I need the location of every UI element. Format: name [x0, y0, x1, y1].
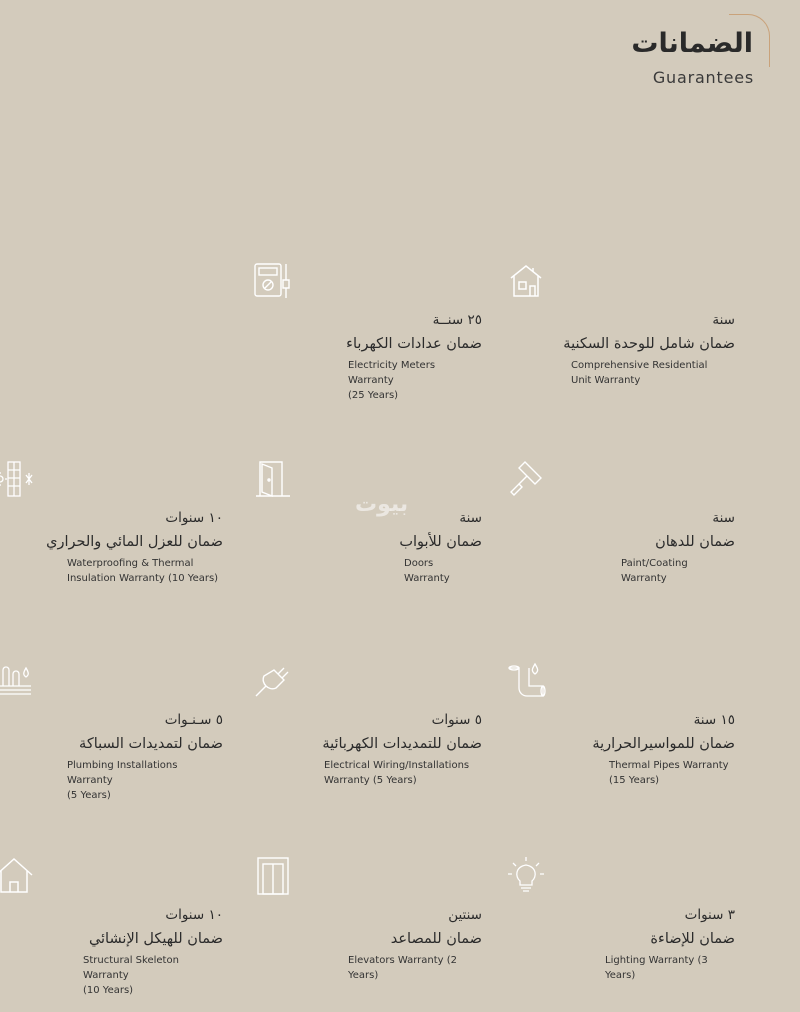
pipes-icon	[505, 660, 735, 702]
warranty-period: سنة	[459, 510, 482, 526]
watermark-logo: بيوت	[355, 492, 409, 517]
warranty-card-insulation	[0, 458, 223, 586]
warranty-card-paint	[505, 458, 735, 586]
warranty-card-elevators	[252, 855, 482, 983]
plug-icon	[252, 660, 482, 702]
house-icon	[505, 260, 735, 302]
warranty-name-english: Electricity Meters Warranty (25 Years)	[348, 360, 436, 401]
warranty-name-arabic: ضمان للعزل المائي والحراري	[46, 534, 223, 550]
warranty-name-arabic: ضمان للإضاءة	[650, 931, 735, 947]
bulb-icon	[505, 855, 735, 897]
warranty-period: ٢٥ سنــة	[432, 312, 482, 328]
warranty-period: سنتين	[448, 907, 482, 923]
warranty-card-electricity-meters	[252, 260, 482, 403]
page-title-arabic: الضمانات	[631, 28, 753, 59]
warranty-name-arabic: ضمان عدادات الكهرباء	[346, 336, 482, 352]
warranty-name-arabic: ضمان شامل للوحدة السكنية	[563, 336, 735, 352]
warranty-name-english: Structural Skeleton Warranty (10 Years)	[83, 955, 179, 996]
warranty-name-arabic: ضمان للمصاعد	[390, 931, 482, 947]
page-title-english: Guarantees	[652, 68, 754, 87]
warranty-card-thermal-pipes	[505, 660, 735, 788]
structure-icon	[0, 855, 223, 897]
warranty-name-arabic: ضمان للدهان	[655, 534, 735, 550]
warranty-card-electrical-wiring	[252, 660, 482, 788]
warranty-name-english: Waterproofing & Thermal Insulation Warranty (10 Years)	[67, 558, 219, 584]
warranty-name-arabic: ضمان للتمديدات الكهربائية	[322, 736, 482, 752]
warranty-period: سنة	[712, 312, 735, 328]
warranty-period: ١٠ سنوات	[165, 907, 223, 923]
plumbing-icon	[0, 660, 223, 702]
warranty-card-structure	[0, 855, 223, 998]
paint-roller-icon	[505, 458, 735, 500]
warranty-period: سنة	[712, 510, 735, 526]
warranty-name-english: Lighting Warranty (3 Years)	[605, 955, 708, 981]
meter-icon	[252, 260, 482, 302]
insulation-icon	[0, 458, 223, 500]
warranty-period: ١٥ سنة	[693, 712, 735, 728]
elevator-icon	[252, 855, 482, 897]
warranty-name-english: Plumbing Installations Warranty (5 Years)	[67, 760, 178, 801]
warranty-period: ٣ سنوات	[684, 907, 735, 923]
warranty-name-arabic: ضمان للأبواب	[399, 534, 482, 550]
warranty-name-english: Elevators Warranty (2 Years)	[348, 955, 458, 981]
warranty-period: ١٠ سنوات	[165, 510, 223, 526]
warranty-period: ٥ سـنـوات	[164, 712, 223, 728]
warranty-name-english: Thermal Pipes Warranty (15 Years)	[609, 760, 729, 786]
door-icon	[252, 458, 482, 500]
warranty-card-plumbing	[0, 660, 223, 803]
warranty-name-arabic: ضمان لتمديدات السباكة	[79, 736, 223, 752]
warranty-card-residential-unit	[505, 260, 735, 388]
warranty-name-english: Comprehensive Residential Unit Warranty	[571, 360, 708, 386]
warranty-period: ٥ سنوات	[431, 712, 482, 728]
warranty-name-arabic: ضمان للمواسيرالحرارية	[592, 736, 735, 752]
warranty-name-arabic: ضمان للهيكل الإنشائي	[88, 931, 223, 947]
warranty-name-english: Paint/Coating Warranty	[621, 558, 688, 584]
warranty-card-doors	[252, 458, 482, 586]
warranty-card-lighting	[505, 855, 735, 983]
warranty-name-english: Electrical Wiring/Installations Warranty (5 Years)	[324, 760, 470, 786]
warranty-name-english: Doors Warranty	[404, 558, 450, 584]
